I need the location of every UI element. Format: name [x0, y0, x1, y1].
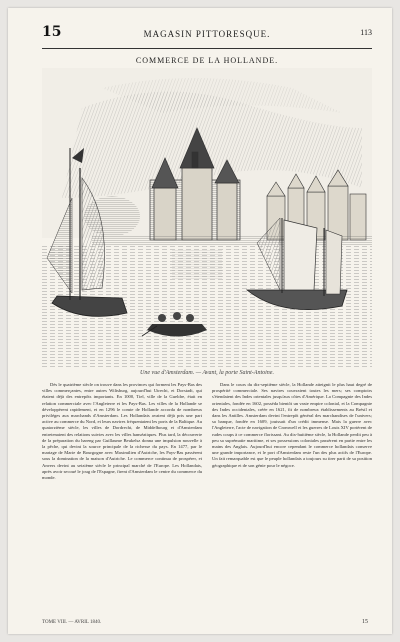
- issue-number: 15: [42, 24, 62, 40]
- magazine-page: [8, 8, 392, 634]
- page-number: 113: [360, 28, 372, 37]
- paragraph: Dès le quatrième siècle on trouve dans les provinces qui forment les Pays-Bas des villes commerçantes, entre autres Wiltsburg, aujourd'hui Utrecht, et Dorstadt, qui étaient déjà des entrepôts importants. En 1000, Tiel, ville de la Gueldre, était en relation commerciale avec l'Angleterre et les Pays-Bas. Les villes de la Hollande se développèrent rapidement, et en 1296 le comte de Hollande accorda de nombreux priviléges aux marchands d'Amsterdam. Les Hollandais avaient déjà pris une part active au commerce du Nord, et leurs navires fréquentaient les ports de la Baltique. Au quatorzième siècle, les villes de Dordrecht, de Middelbourg et d'Amsterdam entretenaient des relations suivies avec les villes hanséatiques. Plus tard, la découverte de la préparation du hareng par Guillaume Beukelsz donna une impulsion nouvelle à la pêche, qui devint la source principale de la richesse du pays. En 1477, par le mariage de Marie de Bourgogne avec Maximilien d'Autriche, les Pays-Bas passèrent sous la domination de la maison d'Autriche. Le commerce continua de prospérer, et Anvers devint au seizième siècle le principal marché de l'Europe. Les Hollandais, après avoir secoué le joug de l'Espagne, firent d'Amsterdam le centre du commerce du monde.: [42, 382, 202, 481]
- signature-mark: 15: [362, 619, 368, 625]
- volume-line: TOME VIII. — AVRIL 1840.: [42, 620, 102, 625]
- harbor-engraving: [42, 68, 372, 368]
- illustration-caption: Une vue d'Amsterdam. — Avant, la porte Saint-Antoine.: [140, 370, 274, 376]
- text-column-left: [42, 382, 202, 618]
- reflection: [172, 250, 222, 280]
- paragraph: Dans le cours du dix-septième siècle, la Hollande atteignit le plus haut degré de prospérité commerciale. Ses navires couvraient toutes les mers; ses comptoirs s'étendaient des Indes orientales jusqu'aux côtes d'Amérique. La Compagnie des Indes orientales, fondée en 1602, posséda bientôt un vaste empire colonial, et la Compagnie des Indes occidentales, créée en 1621, fit de nombreux établissements au Brésil et dans les Antilles. Amsterdam devint l'entrepôt général des marchandises de l'univers; sa banque, fondée en 1609, jouissait d'un crédit immense. Mais la guerre avec l'Angleterre, l'acte de navigation de Cromwell et les guerres de Louis XIV portèrent de rudes coups à ce commerce florissant. Au dix-huitième siècle, la Hollande perdit peu à peu sa suprématie maritime, et ses possessions coloniales passèrent en partie entre les mains des Anglais. Aujourd'hui encore cependant le commerce hollandais conserve une grande importance, et le port d'Amsterdam reste l'un des plus actifs de l'Europe. Un fait remarquable est que le peuple hollandais a toujours su tirer parti de sa position géographique et de son génie pour le négoce.: [212, 382, 372, 468]
- magazine-title: MAGASIN PITTORESQUE.: [143, 29, 271, 39]
- page-header: [42, 26, 372, 49]
- text-column-right: [212, 382, 372, 618]
- article-title: COMMERCE DE LA HOLLANDE.: [135, 56, 279, 65]
- body-text: [42, 382, 372, 618]
